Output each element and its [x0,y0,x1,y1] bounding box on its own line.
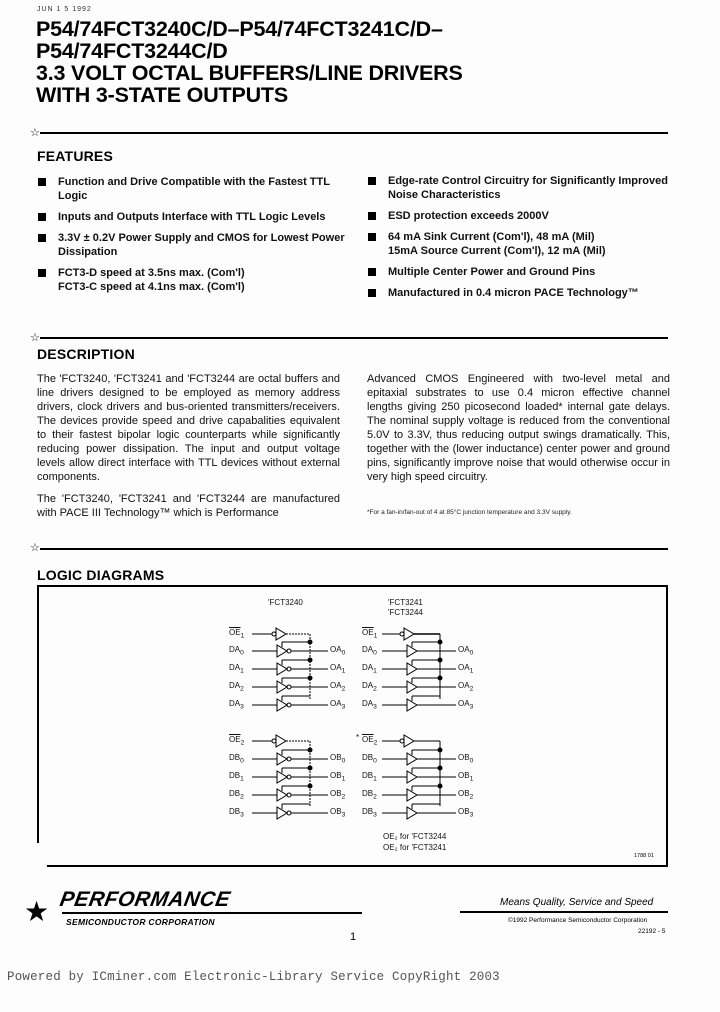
star-icon: ☆ [30,332,40,344]
company-tagline: Means Quality, Service and Speed [500,897,654,908]
description-heading: DESCRIPTION [37,346,135,362]
label-oe1-left: $\overline{OE}_1$ [229,628,245,640]
feature-item: 64 mA Sink Current (Com'l), 48 mA (Mil) 15mA Source Current (Com'l), 12 mA (Mil) [368,230,678,258]
label-input: $DA_0$ [229,645,244,657]
fct3241-group-a [382,628,456,711]
description-paragraph: Advanced CMOS Engineered with two-level metal and epitaxial substrates to use 0.4 micron effective channel lengths giving 250 picosecond loaded* internal gate delays. The nominal supply voltage is reduced from the conventional 5.0V to 3.3V, thus reducing output swings dramatically. This, together with the (lower inductance) center power and ground pins, significantly improve noise that would otherwise occur in very high speed circuitry. [367,373,670,483]
company-logo-subtitle: SEMICONDUCTOR CORPORATION [66,917,215,927]
label-output: $OA_0$ [458,645,474,657]
description-paragraph: The 'FCT3240, 'FCT3241 and 'FCT3244 are octal buffers and line drivers designed to be employed as memory address drivers, clock drivers and bus-oriented transmitters/receivers. The devices provide speed and drive capabalities equivalent to their fastest bipolar logic counterparts while significantly reducing power dissipation. The input and output voltage levels allow direct interface with TTL devices without external components. [37,373,340,483]
feature-item: Function and Drive Compatible with the Fastest TTL Logic [38,175,348,203]
label-oe1-right: $\overline{OE}_1$ [362,628,378,640]
label-output: $OB_3$ [458,807,474,819]
label-input: $DA_2$ [362,681,377,693]
label-output: $OA_2$ [458,681,474,693]
label-input: $DB_3$ [362,807,377,819]
feature-item: Multiple Center Power and Ground Pins [368,265,678,279]
receipt-stamp: JUN 1 5 1992 [37,6,92,13]
feature-item: Inputs and Outputs Interface with TTL Logic Levels [38,210,348,224]
feature-item: Manufactured in 0.4 micron PACE Technology™ [368,286,678,300]
label-oe2-left: $\overline{OE}_2$ [229,735,245,747]
diagram-note-2: OE₂ for 'FCT3241 [383,843,447,852]
company-logo-text: PERFORMANCE [58,888,233,911]
feature-item: FCT3-D speed at 3.5ns max. (Com'l) FCT3-C speed at 4.1ns max. (Com'l) [38,266,348,294]
label-input: $DA_1$ [229,663,244,675]
label-output: $OB_2$ [458,789,474,801]
label-output: $OB_3$ [330,807,346,819]
tagline-rule [460,911,668,913]
label-output: $OA_3$ [330,699,346,711]
features-heading: FEATURES [37,148,114,164]
diagram-title-fct3244: 'FCT3244 [388,608,423,617]
label-output: $OA_0$ [330,645,346,657]
label-input: $DA_3$ [229,699,244,711]
footnote: *For a fan-in/fan-out of 4 at 85°C junction temperature and 3.3V supply. [367,509,572,516]
label-output: $OA_3$ [458,699,474,711]
label-output: $OB_2$ [330,789,346,801]
copyright-notice: ©1992 Performance Semiconductor Corporation [508,917,648,924]
label-input: $DA_3$ [362,699,377,711]
title-line-4: WITH 3-STATE OUTPUTS [36,83,288,107]
label-input: $DA_0$ [362,645,377,657]
label-output: $OB_0$ [458,753,474,765]
label-input: $DB_2$ [229,789,244,801]
label-output: $OB_0$ [330,753,346,765]
label-input: $DB_1$ [229,771,244,783]
page-number: 1 [350,931,357,943]
logic-diagrams-heading: LOGIC DIAGRAMS [37,567,165,583]
logo-rule [62,912,362,914]
feature-item: 3.3V ± 0.2V Power Supply and CMOS for Lowest Power Dissipation [38,231,348,259]
label-input: $DA_2$ [229,681,244,693]
document-code: 22192 - 5 [638,928,666,935]
feature-item: ESD protection exceeds 2000V [368,209,678,223]
figure-code: 1788 01 [634,853,654,859]
label-input: $DB_3$ [229,807,244,819]
title-line-1: P54/74FCT3240C/D–P54/74FCT3241C/D– [36,17,443,41]
label-output: $OA_1$ [458,663,474,675]
note-star: * [356,733,360,742]
diagram-title-fct3241: 'FCT3241 [388,598,423,607]
label-input: $DB_2$ [362,789,377,801]
label-output: $OB_1$ [330,771,346,783]
fct3240-group-b [252,735,328,819]
title-line-3: 3.3 VOLT OCTAL BUFFERS/LINE DRIVERS [36,61,463,85]
feature-item: Edge-rate Control Circuitry for Significantly Improved Noise Characteristics [368,174,678,202]
diagram-note-1: OE₂ for 'FCT3244 [383,832,447,841]
label-output: $OA_1$ [330,663,346,675]
label-output: $OA_2$ [330,681,346,693]
description-paragraph: The 'FCT3240, 'FCT3241 and 'FCT3244 are manufactured with PACE III Technology™ which is Performance [37,493,340,519]
star-icon: ☆ [30,542,40,554]
diagram-title-fct3240: 'FCT3240 [268,598,303,607]
fct3241-group-b [382,735,456,819]
label-oe2-right: $\overline{OE}_2$ [362,735,378,747]
label-input: $DB_0$ [362,753,377,765]
company-star-logo-icon: ★ [24,896,50,927]
label-input: $DB_1$ [362,771,377,783]
label-input: $DA_1$ [362,663,377,675]
star-icon: ☆ [30,127,40,139]
powered-by-watermark: Powered by ICminer.com Electronic-Library Service CopyRight 2003 [7,970,500,984]
label-output: $OB_1$ [458,771,474,783]
fct3240-group-a [252,628,328,711]
label-input: $DB_0$ [229,753,244,765]
title-line-2: P54/74FCT3244C/D [36,39,228,63]
